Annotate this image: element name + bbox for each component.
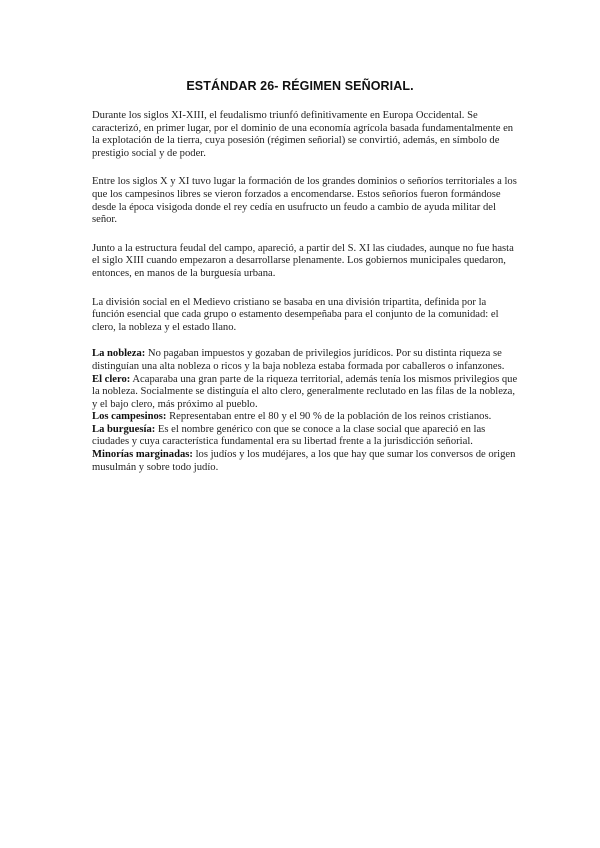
term-burguesia: La burguesía: bbox=[92, 423, 156, 435]
social-group-clero bbox=[92, 374, 520, 412]
social-group-burguesia bbox=[92, 424, 520, 449]
document-title: ESTÁNDAR 26- RÉGIMEN SEÑORIAL. bbox=[186, 79, 414, 93]
description-burguesia: Es el nombre genérico con que se conoce a la clase social que apareció en las ciudades y cuya característica fundamental era su libertad frente a la jurisdicción señorial. bbox=[92, 423, 486, 448]
description-campesinos: Representaban entre el 80 y el 90 % de la población de los reinos cristianos. bbox=[166, 411, 492, 423]
description-clero: Acaparaba una gran parte de la riqueza territorial, además tenía los mismos privilegios que la nobleza. Socialmente se distinguía el alto clero, generalmente reclutado en las filas de la nobleza, y el bajo clero, más próximo al pueblo. bbox=[92, 373, 518, 410]
term-minorias: Minorías marginadas: bbox=[92, 449, 193, 461]
paragraph-feudalism: Durante los siglos XI-XIII, el feudalismo triunfó definitivamente en Europa Occidental. Se caracterizó, en primer lugar, por el dominio de una economía agrícola basada fundamentalmente en la explotación de la tierra, cuya posesión (régimen señorial) se convirtió, además, en símbolo de prestigio social y de poder. bbox=[92, 110, 514, 159]
term-campesinos: Los campesinos: bbox=[92, 411, 167, 423]
social-group-nobleza bbox=[92, 348, 520, 373]
social-group-minorias bbox=[92, 449, 520, 474]
paragraph-social-division: La división social en el Medievo cristiano se basaba en una división tripartita, definida por la función esencial que cada grupo o estamento desempeñaba para el conjunto de la comunidad: el clero, la nobleza y el estado llano. bbox=[92, 296, 499, 333]
description-nobleza: No pagaban impuestos y gozaban de privilegios jurídicos. Por su distinta riqueza se distinguían una alta nobleza o ricos y la baja nobleza estaba formada por caballeros o infanzones. bbox=[92, 348, 505, 372]
term-nobleza: La nobleza: bbox=[92, 348, 146, 360]
paragraph-seigneuries: Entre los siglos X y XI tuvo lugar la formación de los grandes dominios o señoríos territoriales a los que los campesinos libres se vieron forzados a encomendarse. Estos señoríos fueron formándose desde la época visigoda donde el rey cedía en usufructo un feudo a cambio de ayuda militar del señor. bbox=[92, 176, 517, 226]
term-clero: El clero: bbox=[92, 373, 131, 385]
description-minorias: los judíos y los mudéjares, a los que hay que sumar los conversos de origen musulmán y sobre todo judío. bbox=[92, 449, 516, 473]
social-group-campesinos bbox=[92, 411, 520, 424]
social-groups-list bbox=[92, 348, 520, 474]
paragraph-cities: Junto a la estructura feudal del campo, apareció, a partir del S. XI las ciudades, aunque no fue hasta el siglo XIII cuando empezaron a desarrollarse plenamente. Los gobiernos municipales quedaron, entonces, en manos de la burguesía urbana. bbox=[92, 242, 514, 279]
document-body bbox=[92, 110, 520, 474]
